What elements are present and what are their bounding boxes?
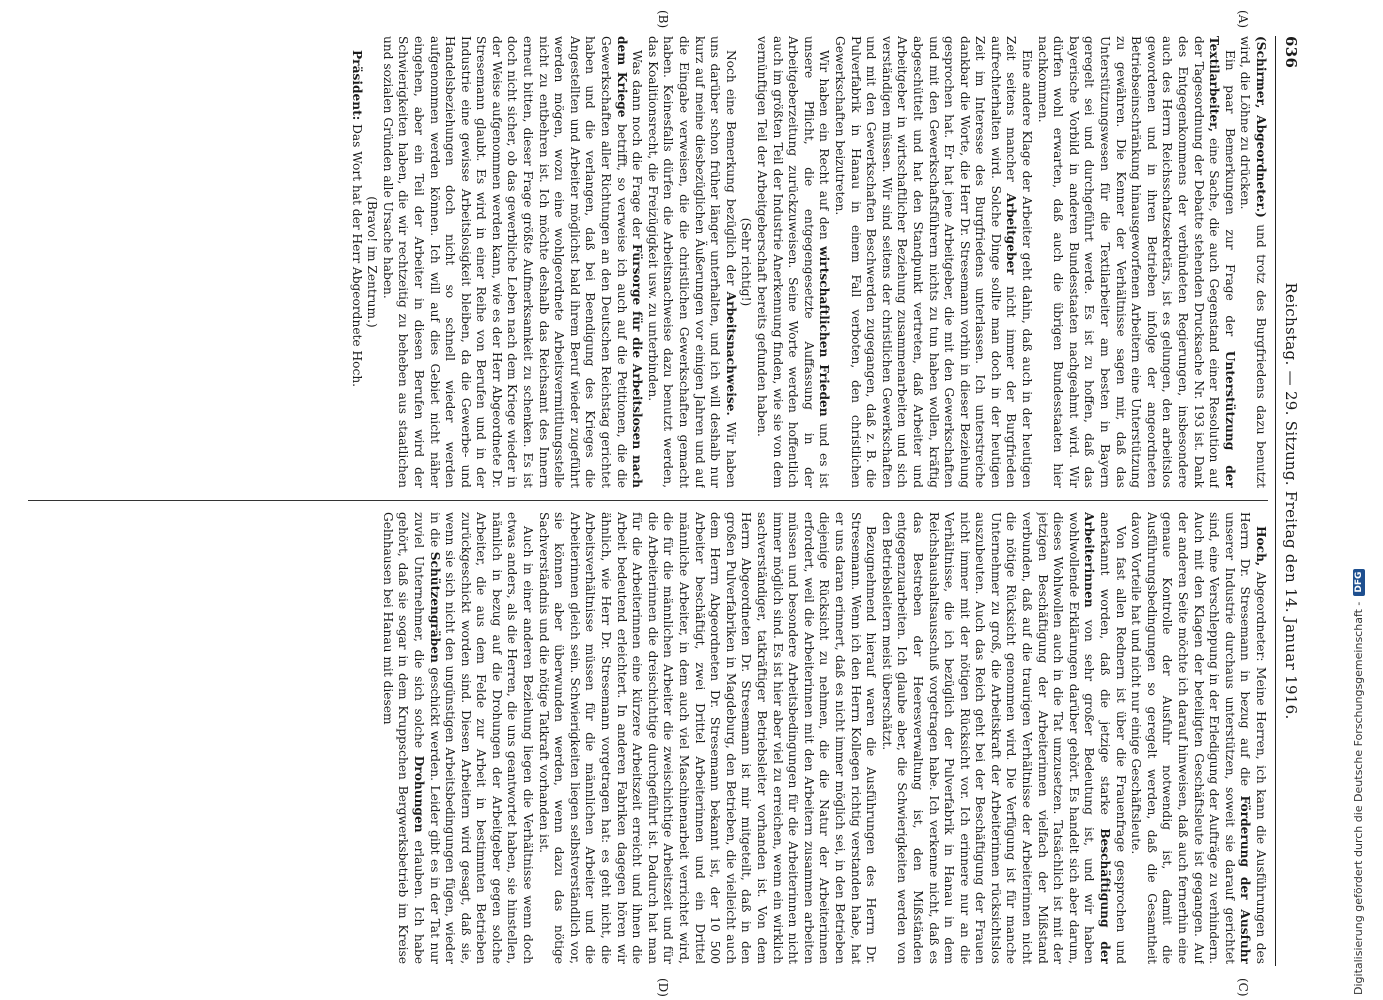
- dfg-logo: DFG: [1353, 569, 1365, 596]
- paragraph-text: erlauben. Ich habe gehört, daß sie sogar in dem Kruppschen Bergwerksbetrieb im Kreise Gelnhausen bei Hanau mit diesem: [380, 512, 426, 964]
- paragraph: [644, 36, 738, 488]
- paragraph-text: Auch in einer anderen Beziehung liegen die Verhältnisse wenn doch etwas anders, als die Herren, die uns geantwortet haben, sie hinstellen, nämlich in bezug auf die Drohungen der Arbeitgeber gegen solche Arbeiter, die aus dem Felde zur Arbeit in bestimmten Betrieben zurückgeschickt worden sind. Diesen Arbeitern wird gesagt, daß sie, wenn sie sich nicht den ungünstigen Arbeitsbedingungen fügen, wieder in die: [427, 512, 536, 964]
- emphasis-text: Beschäftigung der Arbeiterinnen: [1082, 512, 1113, 964]
- running-head: [1278, 36, 1300, 966]
- margin-mark-c: (C): [1236, 978, 1250, 997]
- paragraph-text: Bezugnehmend hierauf waren die Ausführungen des Herrn Dr. Stresemann. Wenn ich den Herrn Kollegen richtig verstanden habe, hat er uns daran erinnert, daß es nicht immer möglich sei, in den Betrieben diejenige Rücksicht zu nehmen, die die Natur der Arbeiterinnen erfordert, weil die Arbeiterinnen mit den Arbeitern zusammen arbeiten müssen und besondere Arbeitsbedingungen für die Arbeiterinnen nicht immer möglich sind. Es ist hier aber viel zu erreichen, wenn ein wirklich sachverständiger, tatkräftiger Betriebsleiter vorhanden ist. Von dem Herrn Abgeordneten Dr. Stresemann ist mir mitgeteilt, daß in den großen Pulverfabriken in Magdeburg, den Betrieben, die vielleicht auch dem Herrn Abgeordneten Dr. Stresemann bekannt ist, der 10 500 Arbeiter beschäftigt, zwei Drittel Arbeiterinnen und ein Drittel männliche Arbeiter, in dem auch viel Maschinenarbeit verrichtet wird, die für die männlichen Arbeiter die zweischichtige Arbeitszeit und für die Arbeiterinnen die dreischichtige durchgeführt ist. Dadurch hat man für die Arbeiterinnen eine kürzere Arbeitszeit erreicht und ihnen die Arbeit bedeutend erleichtert. In anderen Fabriken dagegen hören wir ähnlich, wie Herr Dr. Stresemann vorgetragen hat: es geht nicht, die Arbeitsverhältnisse müssen für die männlichen Arbeiter und die Arbeiterinnen gleich sein. Schwierigkeiten liegen selbstverständlich vor, sie können aber überwunden werden, wenn dazu das nötige Sachverständnis und die nötige Tatkraft vorhanden ist.: [536, 512, 879, 964]
- paragraph-text: Noch eine Bemerkung bezüglich der: [723, 50, 738, 286]
- paragraph-text: nicht immer der Burgfrieden aufrechterhalten wird. Solche Dinge sollte man doch in der heutigen Zeit im Interesse des Burgfriedens unterlassen. Ich unterstreiche dankbar die Worte, die Herr Dr. Stresemann vorhin in dieser Beziehung gesprochen hat. Er hat jene Arbeitgeber, die mit den Gewerkschaften und mit den Gewerkschaftsführern nichts zu tun haben wollen, kräftig abgeschüttelt und hat den Standpunkt vertreten, daß Arbeiter und Arbeitgeber in wirtschaftlicher Beziehung zusammenarbeiten und sich verständigen müssen. Wir sind seitens der christlichen Gewerkschaften und mit den Gewerkschaften Beschwerden zugegangen, daß z. B. die Pulverfabrik in Hanau in einem Fall verboten, den christlichen Gewerkschaften beizutreten.: [832, 36, 1019, 488]
- paragraph: [878, 512, 1128, 964]
- paragraph: [379, 36, 644, 488]
- paragraph-text: Das Wort hat der Herr Abgeordnete Hoch.: [349, 124, 364, 388]
- emphasis-text: Drohungen: [411, 755, 426, 833]
- paragraph: [1034, 36, 1237, 488]
- paragraph-text: unserer Industrie durchaus unterstützen, soweit sie darauf gerichtet sind, eine Verschleppung in der Erledigung der Aufträge zu verhindern. Auch mit den Klagen der beteiligten Geschäftsleute ist gegangen. Auf der anderen Seite möchte ich darauf hinweisen, daß auch fernerhin eine genaue Kontrolle der Ausfuhr notwendig ist, damit die Ausführungsbedingungen so geregelt werden, daß die Gesamtheit davon Vorteile hat und nicht nur einige Geschäftsleute.: [1129, 512, 1237, 964]
- applause-note: (Bravo! im Zentrum.): [365, 196, 380, 328]
- paragraph-text: Ein paar Bemerkungen zur Frage der: [1222, 50, 1237, 337]
- digitization-imprint: [1352, 569, 1365, 995]
- paragraph: [1237, 36, 1268, 488]
- paragraph-text: Eine andere Klage der Arbeiter geht dahin, daß auch in der heutigen Zeit seitens mancher: [1004, 36, 1035, 488]
- emphasis-text: Unterstützung der Textilarbeiter,: [1207, 36, 1237, 488]
- paragraph-text: geschickt werden. Leider gibt es in der Tat nur zuviel Unternehmer, die sich solche: [411, 512, 442, 964]
- emphasis-text: Fürsorge für die Arbeitslosen nach dem Kriege: [614, 36, 645, 488]
- speaker-label: (Schirmer, Abgeordneter.): [1254, 36, 1268, 218]
- header-rule: [1275, 36, 1276, 966]
- paragraph-text: betrifft, so verweise ich auch auf die Petitionen, die die Gewerkschaften aller Richtungen an den Deutschen Reichstag gerichtet haben und die verlangen, daß bei Beendigung des Krieges die Angestellten und Arbeiter möglichst bald ihrem Beruf wieder zugeführt werden mögen, wozu eine wohlgeordnete Arbeitsvermittlungsstelle nicht zu entbehren ist. Ich möchte deshalb das Reichsamt des Innern erneut bitten, dieser Frage größte Aufmerksamkeit zu schenken. Es ist doch nicht sicher, ob das gewerbliche Leben nach dem Kriege wieder in der Weise aufgenommen werden kann, wie es der Herr Abgeordnete Dr. Stresemann glaubt. Es wird in einer Reihe von Berufen und in der Industrie eine gewisse Arbeitslosigkeit bleiben, da die Gewerbe- und Handelsbeziehungen doch nicht so schnell wieder werden aufgenommen werden können. Ich will auf dies Gebiet nicht näher eingehen, aber ein Teil der Arbeiter in diesen Berufen wird der Schwierigkeiten haben, die wir rechtzeitig zu beheben aus staatlichen und sozialen Gründen alle Ursache haben.: [380, 36, 629, 488]
- margin-mark-a: (A): [1236, 10, 1250, 29]
- paragraph: [535, 512, 878, 964]
- paragraph: [379, 512, 535, 964]
- margin-mark-b: (B): [656, 10, 670, 29]
- paragraph-text: Was dann noch die Frage der: [630, 50, 645, 239]
- paragraph-text: von sehr großer Bedeutung ist, und wir haben wohlwollende Erklärungen darüber gehört. Es handelt sich aber darum, dieses Wohlwollen auch in die Tat umzusetzen. Tatsächlich ist mit der jetzigen Beschäftigung der Arbeiterinnen vielfach der Mißstand verbunden, daß auf die traurigen Verhältnisse der Arbeiterinnen nicht die nötige Rücksicht genommen wird. Die Verfügung ist für manche Unternehmer zu groß, die Arbeitskraft der Arbeiterinnen rücksichtslos auszubeuten. Auch das Reich geht bei der Beschäftigung der Frauen nicht immer mit der nötigen Rücksicht vor. Ich erinnere nur an die Verhältnisse, die ich bezüglich der Pulverfabrik in Hanau in dem Reichshaushaltsausschuß vorgetragen habe. Ich verkenne nicht, daß es das Bestreben der Heeresverwaltung ist, den Mißständen entgegenzuarbeiten. Ich glaube aber, die Schwierigkeiten werden von den Betriebsleitern meist überschätzt.: [879, 512, 1097, 964]
- page-title: Reichstag. — 29. Sitzung. Freitag den 14. Januar 1916.: [1282, 282, 1300, 720]
- paragraph: [831, 36, 1034, 488]
- speaker-label: Präsident:: [349, 50, 364, 121]
- emphasis-text: Förderung der Ausfuhr: [1238, 795, 1253, 964]
- margin-mark-d: (D): [656, 978, 670, 997]
- paragraph-text: Abgeordneter: Meine Herren, ich kann die Ausführungen des Herrn Dr. Stresemann in bezug auf die: [1238, 512, 1268, 964]
- column-divider: [28, 500, 1268, 501]
- page-number: 636: [1282, 36, 1300, 69]
- emphasis-text: wirtschaftlichen Frieden: [817, 246, 832, 417]
- paragraph-text: Wir haben ein Recht auf den: [817, 50, 832, 240]
- right-column: [28, 512, 1268, 964]
- left-column: [28, 36, 1268, 488]
- paragraph: [753, 36, 831, 488]
- paragraph: [348, 36, 364, 488]
- paragraph-text: Von fast allen Rednern ist über die Frauenfrage gesprochen und anerkannt worden, daß die jetzige starke: [1098, 512, 1128, 964]
- paragraph-text: und trotz des Burgfriedens dazu benutzt wird, die Löhne zu drücken.: [1238, 36, 1268, 488]
- speaker-label: Hoch,: [1254, 526, 1268, 567]
- emphasis-text: Arbeitsnachweise.: [723, 291, 738, 416]
- emphasis-text: Schützengräben: [427, 551, 442, 663]
- applause-note: (Sehr richtig!): [739, 217, 754, 307]
- imprint-text: Digitalisierung gefördert durch die Deutsche Forschungsgemeinschaft -: [1352, 601, 1365, 995]
- emphasis-text: Arbeitgeber: [1004, 193, 1019, 275]
- paragraph-text: und es ist unsere Pflicht, die entgegengesetzte Auffassung in der Arbeitgeberzeitung zurückzuweisen. Seine Worte werden hoffentlich auch im größten Teil der Industrie Anerkennung finden, wie sie von dem vernünftigen Teil der Arbeitgeberschaft bereits gefunden haben.: [755, 36, 832, 488]
- paragraph-text: Wir haben uns darüber schon früher länger unterhalten, und ich will deshalb nur kurz auf meine diesbezüglichen Äußerungen vor einigen Jahren und auf die Eingabe verweisen, die die christlichen Gewerkschaften gemacht haben. Keinesfalls dürfen die Arbeitsnachweise dazu benutzt werden, das Koalitionsrecht, die Freizügigkeit usw. zu unterbinden.: [645, 36, 738, 488]
- paragraph-text: eine Sache, die auch Gegenstand einer Resolution auf der Tagesordnung der Debatte stehenden Drucksache Nr. 193 ist. Dank des Entgegenkommens der verbündeten Regierungen, insbesondere auch des Herrn Reichsschatzsekretärs, ist es gelungen, den arbeitslos gewordenen und in ihren Betrieben infolge der angeordneten Betriebseinschränkung hinausgeworfenen Arbeitern eine Unterstützung zu gewähren. Die Kenner der Verhältnisse sagen mir, daß das Unterstützungswesen für die Textilarbeiter am besten in Bayern geregelt sei und durchgeführt werde. Es ist zu hoffen, daß das bayerische Vorbild in anderen Bundesstaaten nachgeahmt wird. Wir dürfen wohl erwarten, daß auch die übrigen Bundesstaaten hier nachkommen.: [1035, 36, 1222, 488]
- paragraph: [1128, 512, 1268, 964]
